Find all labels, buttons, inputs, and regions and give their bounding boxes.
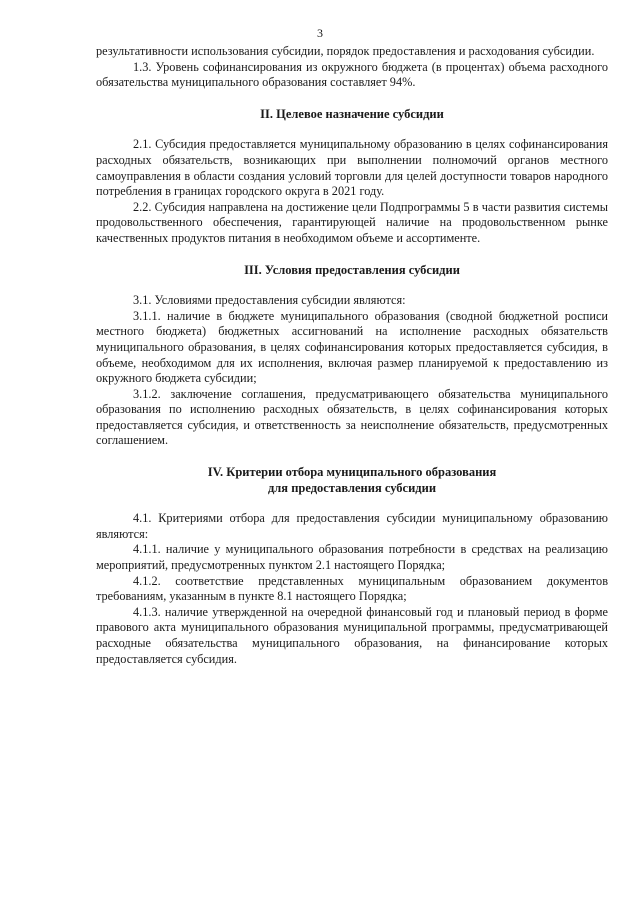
paragraph-1-3: 1.3. Уровень софинансирования из окружного бюджета (в процентах) объема расходного обязательства муниципального образования составляет 94%. <box>96 59 608 90</box>
section-heading-4-line2: для предоставления субсидии <box>267 480 437 495</box>
spacer <box>96 122 608 137</box>
paragraph-3-1-1: 3.1.1. наличие в бюджете муниципального образования (сводной бюджетной росписи местного бюджета) бюджетных ассигнований на исполнение расходных обязательств муниципального образования, в целях софинансирования которых предоставляется субсидия, в объеме, необходимом для их исполнения, включая размер планируемой к предоставлению из окружного бюджета субсидии; <box>96 308 608 386</box>
section-heading-4-line1: IV. Критерии отбора муниципального образования <box>207 465 497 480</box>
paragraph-4-1-1: 4.1.1. наличие у муниципального образования потребности в средствах на реализацию мероприятий, предусмотренных пунктом 2.1 настоящего Порядка; <box>96 542 608 573</box>
paragraph-4-1-2: 4.1.2. соответствие представленных муниципальным образованием документов требованиям, указанным в пункте 8.1 настоящего Порядка; <box>96 573 608 604</box>
section-heading-3: III. Условия предоставления субсидии <box>244 262 460 277</box>
section-heading-4 <box>96 465 608 496</box>
paragraph-3-1: 3.1. Условиями предоставления субсидии являются: <box>133 293 406 308</box>
spacer <box>96 496 608 511</box>
page-number: 3 <box>317 26 323 40</box>
paragraph-4-1-3: 4.1.3. наличие утвержденной на очередной финансовый год и плановый период в форме правового акта муниципального образования муниципальной программы, предусматривающей расходные обязательства муниципального образования, на финансирование которых предоставляется субсидия. <box>96 604 608 666</box>
spacer <box>96 278 608 293</box>
document-body <box>96 44 608 667</box>
spacer <box>96 449 608 465</box>
paragraph-4-1: 4.1. Критериями отбора для предоставления субсидии муниципальному образованию являются: <box>96 511 608 541</box>
paragraph-2-2: 2.2. Субсидия направлена на достижение цели Подпрограммы 5 в части развития системы продовольственного обеспечения, гарантирующей наличие на продовольственном рынке качественных продуктов питания в необходимом объеме и ассортименте. <box>96 199 608 245</box>
paragraph-2-1: 2.1. Субсидия предоставляется муниципальному образованию в целях софинансирования расходных обязательств, возникающих при выполнении полномочий органов местного самоуправления в области создания условий торговли для целей доступности товаров народного потребления в границах городского округа в 2021 году. <box>96 137 608 199</box>
paragraph-continuation: результативности использования субсидии, порядок предоставления и расходования субсидии. <box>96 44 595 58</box>
spacer <box>96 247 608 263</box>
section-heading-2: II. Целевое назначение субсидии <box>260 106 444 121</box>
paragraph-3-1-2: 3.1.2. заключение соглашения, предусматривающего обязательства муниципального образования по исполнению расходных обязательств, в целях софинансирования которых предоставляется субсидия, и ответственность за неисполнение обязательств, предусмотренных соглашением. <box>96 386 608 448</box>
spacer <box>96 91 608 107</box>
